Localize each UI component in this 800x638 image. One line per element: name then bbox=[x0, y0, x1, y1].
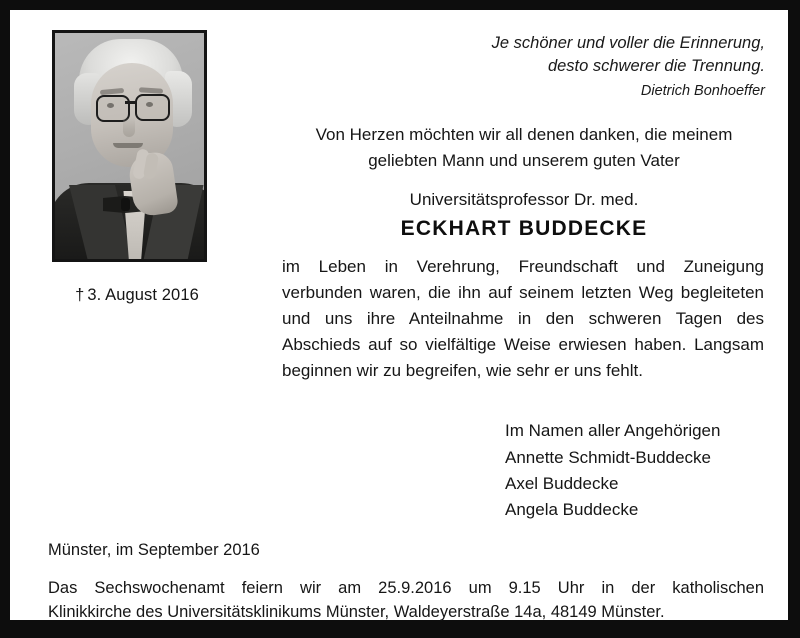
service-note-line-2: Klinikkirche des Universitätsklinikums Münster, Waldeyerstraße 14a, 48149 Münster. bbox=[48, 603, 665, 621]
portrait-bowtie-knot bbox=[121, 198, 130, 211]
portrait-photo-frame bbox=[52, 30, 207, 262]
portrait-photo bbox=[55, 33, 204, 259]
death-date-text: 3. August 2016 bbox=[87, 286, 199, 304]
quotation-author: Dietrich Bonhoeffer bbox=[640, 83, 765, 99]
portrait-glasses-right-lens bbox=[135, 94, 170, 121]
portrait-mouth bbox=[113, 143, 143, 148]
quotation bbox=[340, 32, 765, 103]
quotation-line-2: desto schwerer die Trennung. bbox=[547, 57, 765, 75]
frame-border-left bbox=[0, 0, 10, 638]
place-and-date: Münster, im September 2016 bbox=[48, 541, 260, 559]
quotation-line-1: Je schöner und voller die Erinnerung, bbox=[491, 34, 765, 52]
honorific-title: Universitätsprofessor Dr. med. bbox=[409, 190, 639, 209]
signature-name: Axel Buddecke bbox=[505, 474, 619, 493]
cross-dagger-icon: † bbox=[75, 286, 85, 304]
service-note-line-1: Das Sechswochenamt feiern wir am 25.9.2016 um 9.15 Uhr in der katholischen bbox=[48, 579, 764, 597]
memorial-service-note bbox=[48, 576, 764, 624]
portrait-nose bbox=[123, 117, 135, 137]
death-date bbox=[52, 286, 222, 305]
deceased-name: ECKHART BUDDECKE bbox=[400, 217, 648, 240]
signature-name: Angela Buddecke bbox=[505, 500, 639, 519]
frame-border-right bbox=[788, 0, 800, 638]
frame-border-top bbox=[0, 0, 800, 10]
signature-name: Annette Schmidt-Buddecke bbox=[505, 448, 712, 467]
signature-heading: Im Namen aller Angehörigen bbox=[505, 421, 721, 440]
portrait-glasses-bridge bbox=[125, 101, 136, 104]
body-paragraph: im Leben in Verehrung, Freundschaft und Zuneigung verbunden waren, die ihn auf seinem letzten Weg begleiteten und uns ihre Anteilnahme in den schweren Tagen des Abschieds auf so vielfältige Weise erwiesen haben. Langsam beginnen wir zu begreifen, wie sehr er uns fehlt. bbox=[282, 257, 764, 380]
notice-card bbox=[10, 10, 788, 620]
intro-text: Von Herzen möchten wir all denen danken, die meinem geliebten Mann und unserem guten Vater bbox=[315, 125, 733, 170]
signature-block bbox=[505, 418, 767, 523]
